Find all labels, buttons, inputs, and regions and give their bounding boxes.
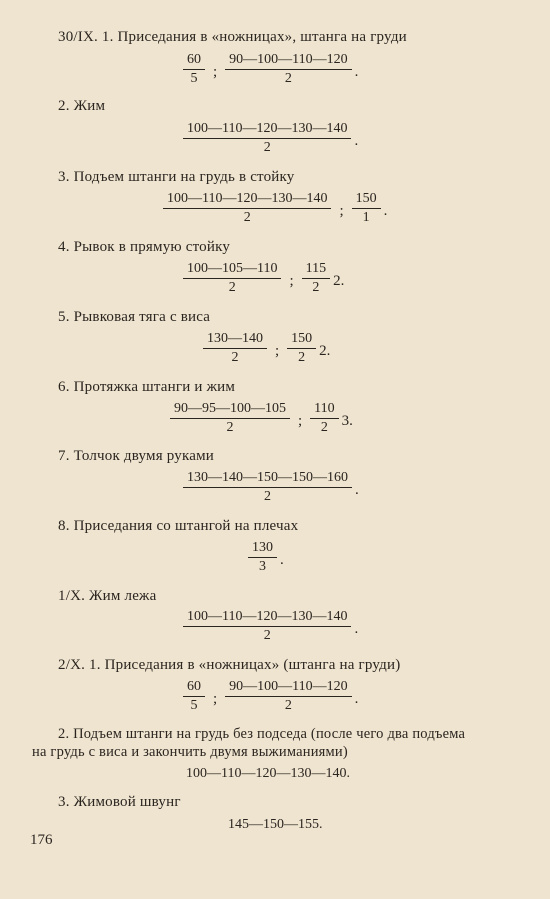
fraction: $\frac{150}{2}$ xyxy=(287,331,316,366)
exercise-formula-8: $\frac{130}{3}$ . xyxy=(248,540,284,575)
exercise-formula-4: $\frac{100—105—110}{2}$ ; $\frac{115}{2}$ 2. xyxy=(183,261,344,296)
fraction: $\frac{60}{5}$ xyxy=(183,52,205,87)
fraction: $\frac{100—105—110}{2}$ xyxy=(183,261,281,296)
fraction: $\frac{150}{1}$ xyxy=(352,191,381,226)
exercise-heading-3: 3. Подъем штанги на грудь в стойку xyxy=(58,169,295,185)
exercise-heading-4: 4. Рывок в прямую стойку xyxy=(58,239,231,255)
exercise-heading-12: 3. Жимовой швунг xyxy=(58,794,181,810)
fraction: $\frac{90—100—110—120}{2}$ xyxy=(225,679,351,714)
exercise-formula-6: $\frac{90—95—100—105}{2}$ ; $\frac{110}{2}$ 3. xyxy=(170,401,353,436)
fraction: $\frac{60}{5}$ xyxy=(183,679,205,714)
exercise-heading-11: 2. Подъем штанги на грудь без подседа (после чего два подъема xyxy=(58,726,466,742)
exercise-formula-1: $\frac{60}{5}$ ; $\frac{90—100—110—120}{2}$ . xyxy=(183,52,358,87)
exercise-heading-8: 8. Приседания со штангой на плечах xyxy=(58,518,299,534)
fraction: $\frac{130—140—150—150—160}{2}$ xyxy=(183,470,352,505)
fraction: $\frac{130}{3}$ xyxy=(248,540,277,575)
exercise-formula-10: $\frac{60}{5}$ ; $\frac{90—100—110—120}{2}$ . xyxy=(183,679,358,714)
exercise-heading-5: 5. Рывковая тяга с виса xyxy=(58,309,211,325)
exercise-heading-9: 1/X. Жим лежа xyxy=(58,588,157,604)
fraction: $\frac{100—110—120—130—140}{2}$ xyxy=(183,609,351,644)
fraction: $\frac{110}{2}$ xyxy=(310,401,338,436)
exercise-heading-6: 6. Протяжка штанги и жим xyxy=(58,379,236,395)
exercise-heading-7: 7. Толчок двумя руками xyxy=(58,448,214,464)
exercise-heading-10: 2/X. 1. Приседания в «ножницах» (штанга на груди) xyxy=(58,657,401,673)
exercise-formula-5: $\frac{130—140}{2}$ ; $\frac{150}{2}$ 2. xyxy=(203,331,330,366)
fraction: $\frac{100—110—120—130—140}{2}$ xyxy=(183,121,351,156)
exercise-formula-9: $\frac{100—110—120—130—140}{2}$ . xyxy=(183,609,358,644)
exercise-formula-2: $\frac{100—110—120—130—140}{2}$ . xyxy=(183,121,358,156)
fraction: $\frac{130—140}{2}$ xyxy=(203,331,267,366)
exercise-formula-3: $\frac{100—110—120—130—140}{2}$ ; $\frac{150}{1}$ . xyxy=(163,191,387,226)
exercise-value-11: 100—110—120—130—140. xyxy=(186,766,350,781)
page-number: 176 xyxy=(30,832,53,848)
fraction: $\frac{100—110—120—130—140}{2}$ xyxy=(163,191,331,226)
fraction: $\frac{90—95—100—105}{2}$ xyxy=(170,401,290,436)
fraction: $\frac{115}{2}$ xyxy=(302,261,330,296)
exercise-formula-7: $\frac{130—140—150—150—160}{2}$ . xyxy=(183,470,359,505)
exercise-heading-11-cont: на грудь с виса и закончить двумя выжиманиями) xyxy=(32,744,348,760)
fraction: $\frac{90—100—110—120}{2}$ xyxy=(225,52,351,87)
exercise-heading-2: 2. Жим xyxy=(58,98,106,114)
exercise-heading-1: 30/IX. 1. Приседания в «ножницах», штанга на груди xyxy=(58,29,407,45)
exercise-value-12: 145—150—155. xyxy=(228,817,323,832)
